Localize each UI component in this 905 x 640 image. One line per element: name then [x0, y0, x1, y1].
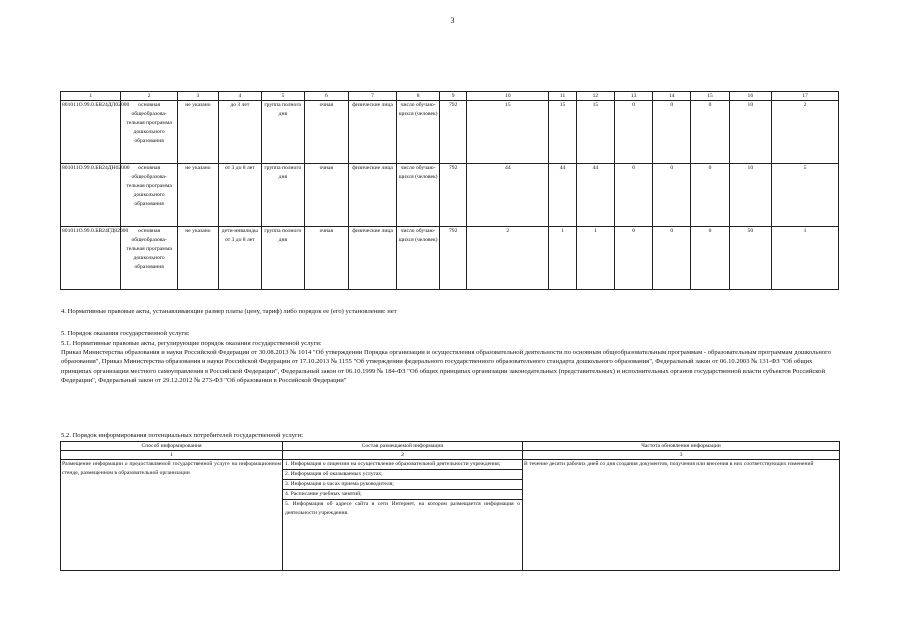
table-cell: физические лица: [348, 227, 397, 290]
info-frequency-cell: В течение десяти рабочих дней со дня создания документов, получения или внесения в них соответствующих изменений: [523, 460, 840, 571]
table-cell: 0: [691, 227, 729, 290]
page-number: 3: [450, 16, 455, 25]
column-number: 3: [177, 92, 218, 101]
column-number: 13: [614, 92, 652, 101]
table-row: [61, 227, 839, 290]
info-header-method: Способ информирования: [61, 442, 283, 451]
column-number: 5: [261, 92, 305, 101]
info-header-content: Состав размещаемой информации: [283, 442, 523, 451]
table-cell: 0: [614, 101, 652, 164]
table-cell: 0: [614, 164, 652, 227]
table-cell: группа полного дня: [261, 227, 305, 290]
info-item: 1. Информация о лицензии на осуществление образовательной деятельности учреждения;: [283, 460, 522, 470]
info-item: 4. Расписание учебных занятий;: [283, 490, 522, 500]
table-cell: 801011О.99.0.БВ24ГД82000: [61, 227, 121, 290]
info-number-3: 3: [523, 451, 840, 460]
table-cell: 0: [653, 101, 691, 164]
column-number: 9: [439, 92, 467, 101]
section-5-2-title: 5.2. Порядок информирования потенциальных потребителей государственной услуги:: [61, 432, 304, 439]
table-cell: 0: [691, 101, 729, 164]
table-cell: 5: [772, 164, 839, 227]
table-cell: 0: [653, 227, 691, 290]
column-number: 1: [61, 92, 121, 101]
column-number: 17: [772, 92, 839, 101]
section-5-1-title: 5.1. Нормативные правовые акты, регулирующие порядок оказания государственной услуги:: [61, 340, 322, 347]
column-number-row: [61, 92, 839, 101]
table-cell: до 3 лет: [219, 101, 261, 164]
column-number: 16: [729, 92, 771, 101]
table-cell: группа полного дня: [261, 164, 305, 227]
service-volume-table: [60, 91, 839, 290]
info-header-frequency: Частота обновления информации: [523, 442, 840, 451]
table-cell: основная общеобразова-тельная программа дошкольного образования: [121, 101, 177, 164]
table-cell: 0: [691, 164, 729, 227]
table-cell: 1: [549, 227, 577, 290]
table-row: [61, 101, 839, 164]
table-cell: 15: [576, 101, 614, 164]
table-cell: число обучаю-щихся (человек): [397, 101, 439, 164]
table-cell: 44: [467, 164, 549, 227]
table-cell: 801011О.99.0.БВ24ДН02000: [61, 164, 121, 227]
table-cell: от 3 до 8 лет: [219, 164, 261, 227]
column-number: 2: [121, 92, 177, 101]
table-cell: физические лица: [348, 101, 397, 164]
table-row: [61, 164, 839, 227]
info-number-1: 1: [61, 451, 283, 460]
table-cell: не указано: [177, 227, 218, 290]
table-cell: 792: [439, 101, 467, 164]
table-cell: дети-инвалиды от 3 до 8 лет: [219, 227, 261, 290]
info-item: 3. Информация о часах приема руководителя;: [283, 480, 522, 490]
table-cell: 2: [772, 101, 839, 164]
column-number: 4: [219, 92, 261, 101]
table-cell: 801011О.99.0.БВ24ДЛ02000: [61, 101, 121, 164]
informing-table: [60, 441, 840, 571]
table-cell: 1: [576, 227, 614, 290]
table-cell: 44: [576, 164, 614, 227]
info-item: 2. Информация об оказываемых услугах;: [283, 470, 522, 480]
column-number: 11: [549, 92, 577, 101]
section-4-text: 4. Нормативные правовые акты, устанавливающие размер платы (цену, тариф) либо порядок ее (его) установления: нет: [61, 308, 397, 315]
column-number: 15: [691, 92, 729, 101]
section-5-title: 5. Порядок оказания государственной услуги:: [61, 330, 190, 337]
column-number: 12: [576, 92, 614, 101]
table-cell: 792: [439, 164, 467, 227]
table-cell: основная общеобразова-тельная программа дошкольного образования: [121, 227, 177, 290]
info-item: 5. Информация об адресе сайта в сети Интернет, на котором размещается информация о деятельности учреждения.: [285, 500, 520, 516]
table-cell: число обучаю-щихся (человек): [397, 227, 439, 290]
table-cell: 15: [549, 101, 577, 164]
table-cell: 50: [729, 227, 771, 290]
info-content-cell: [283, 460, 523, 571]
info-number-2: 2: [283, 451, 523, 460]
table-cell: 10: [729, 164, 771, 227]
table-cell: группа полного дня: [261, 101, 305, 164]
table-cell: очная: [305, 101, 349, 164]
table-cell: 1: [772, 227, 839, 290]
column-number: 10: [467, 92, 549, 101]
column-number: 7: [348, 92, 397, 101]
table-cell: 15: [467, 101, 549, 164]
table-cell: число обучаю-щихся (человек): [397, 164, 439, 227]
table-cell: 0: [614, 227, 652, 290]
table-cell: не указано: [177, 164, 218, 227]
table-cell: 10: [729, 101, 771, 164]
table-cell: 44: [549, 164, 577, 227]
section-5-1-text: Приказ Министерства образования и науки Российской Федерации от 30.08.2013 № 1014 "Об утверждении Порядка организации и осуществления образовательной деятельности по основным общеобразовательным программам - образовательным программам дошкольного образования", Приказ Министерства образования и науки Российской Федерации от 17.10.2013 № 1155 "Об утверждении федерального государственного образовательного стандарта дошкольного образования", Федеральный закон от 06.10.2003 № 131-ФЗ "Об общих принципах организации местного самоуправления в Российской Федерации", Федеральный закон от 06.10.1999 № 184-ФЗ "Об общих принципах организации законодательных (представительных) и исполнительных органов государственной власти субъектов Российской Федерации", Федеральный закон от 29.12.2012 № 273-ФЗ "Об образовании в Российской Федерации": [61, 349, 832, 385]
table-cell: очная: [305, 227, 349, 290]
info-method-cell: Размещение информации о предоставляемой государственной услуге на информационном стенде, размещенном в образовательной организации: [61, 460, 283, 571]
table-cell: очная: [305, 164, 349, 227]
column-number: 8: [397, 92, 439, 101]
table-cell: физические лица: [348, 164, 397, 227]
column-number: 6: [305, 92, 349, 101]
table-cell: 792: [439, 227, 467, 290]
table-cell: 0: [653, 164, 691, 227]
table-cell: не указано: [177, 101, 218, 164]
column-number: 14: [653, 92, 691, 101]
table-cell: 2: [467, 227, 549, 290]
table-cell: основная общеобразова-тельная программа дошкольного образования: [121, 164, 177, 227]
